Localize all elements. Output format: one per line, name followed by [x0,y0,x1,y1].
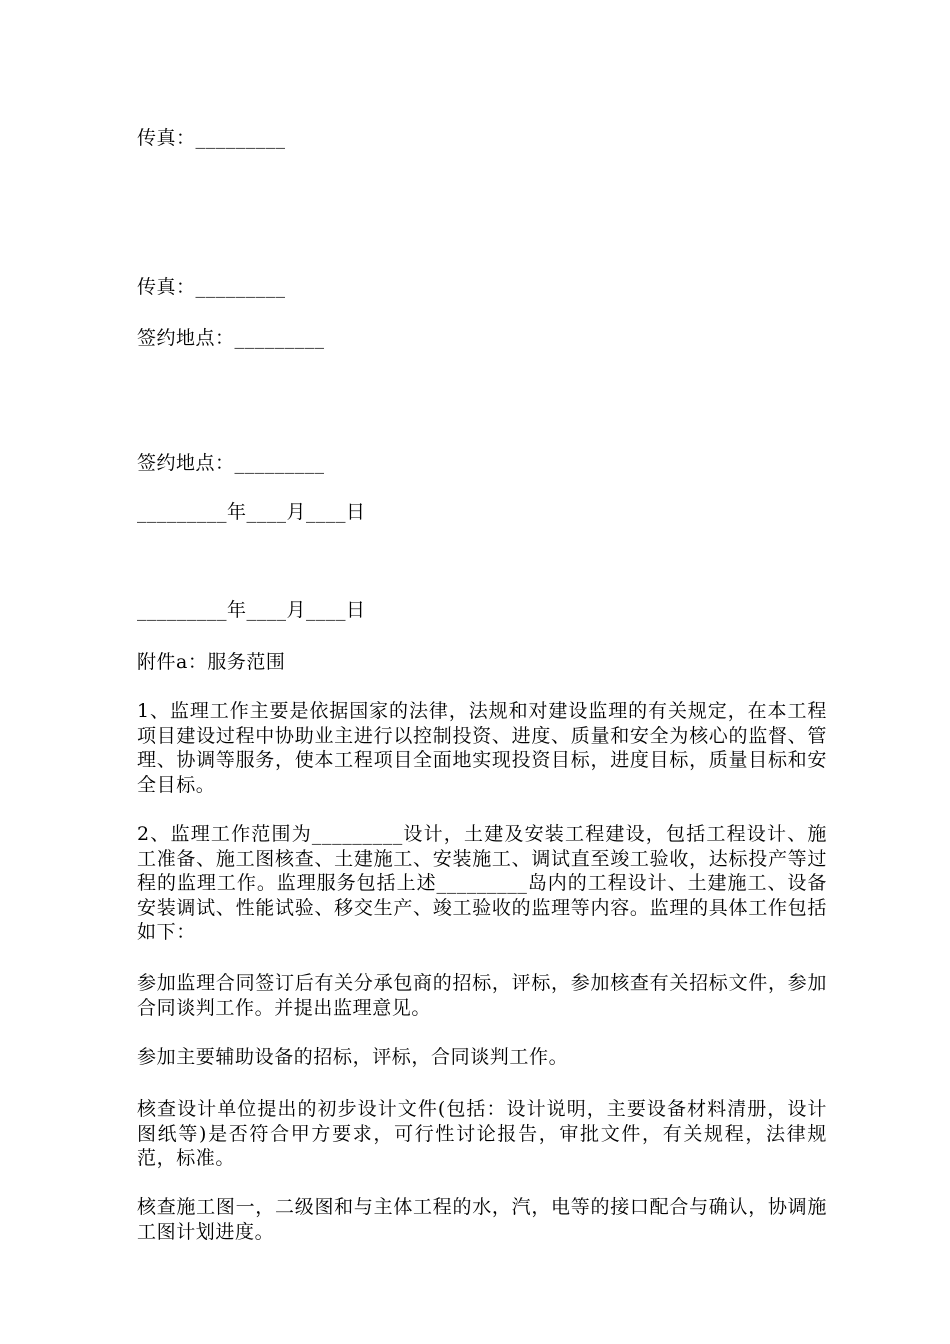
date-line: _________年____月____日 [137,599,366,621]
paragraph-monitoring-scope [137,822,827,945]
fax-line: 传真：_________ [137,276,286,298]
date-line: _________年____月____日 [137,501,366,523]
paragraph-aux-equipment [137,1045,827,1070]
paragraph-design-review [137,1097,827,1171]
paragraph-drawing-review [137,1195,827,1244]
paragraph-text: 参加主要辅助设备的招标，评标，合同谈判工作。 [137,1046,569,1068]
paragraph-text: 2、监理工作范围为_________设计，土建及安装工程建设，包括工程设计、施工准备、施工图核查、土建施工、安装施工、调试直至竣工验收，达标投产等过程的监理工作。监理服务包括上述_________岛内的工程设计、土建施工、设备安装调试、性能试验、移交生产、竣工验收的监理等内容。监理的具体工作包括如下： [137,823,827,943]
signing-place-line: 签约地点：_________ [137,452,325,474]
appendix-title: 附件a：服务范围 [137,651,286,673]
paragraph-text: 参加监理合同签订后有关分承包商的招标，评标，参加核查有关招标文件，参加合同谈判工作。并提出监理意见。 [137,972,827,1019]
paragraph-text: 核查施工图一，二级图和与主体工程的水，汽，电等的接口配合与确认，协调施工图计划进度。 [137,1196,827,1243]
paragraph-text: 核查设计单位提出的初步设计文件(包括：设计说明，主要设备材料清册，设计图纸等)是否符合甲方要求，可行性讨论报告，审批文件，有关规程，法律规范，标准。 [137,1098,827,1169]
paragraph-bidding [137,971,827,1020]
paragraph-text: 1、监理工作主要是依据国家的法律，法规和对建设监理的有关规定，在本工程项目建设过程中协助业主进行以控制投资、进度、质量和安全为核心的监督、管理、协调等服务，使本工程项目全面地实现投资目标，进度目标，质量目标和安全目标。 [137,700,827,796]
signing-place-line: 签约地点：_________ [137,327,325,349]
paragraph-monitoring-basis [137,699,827,797]
fax-line: 传真：_________ [137,127,286,149]
